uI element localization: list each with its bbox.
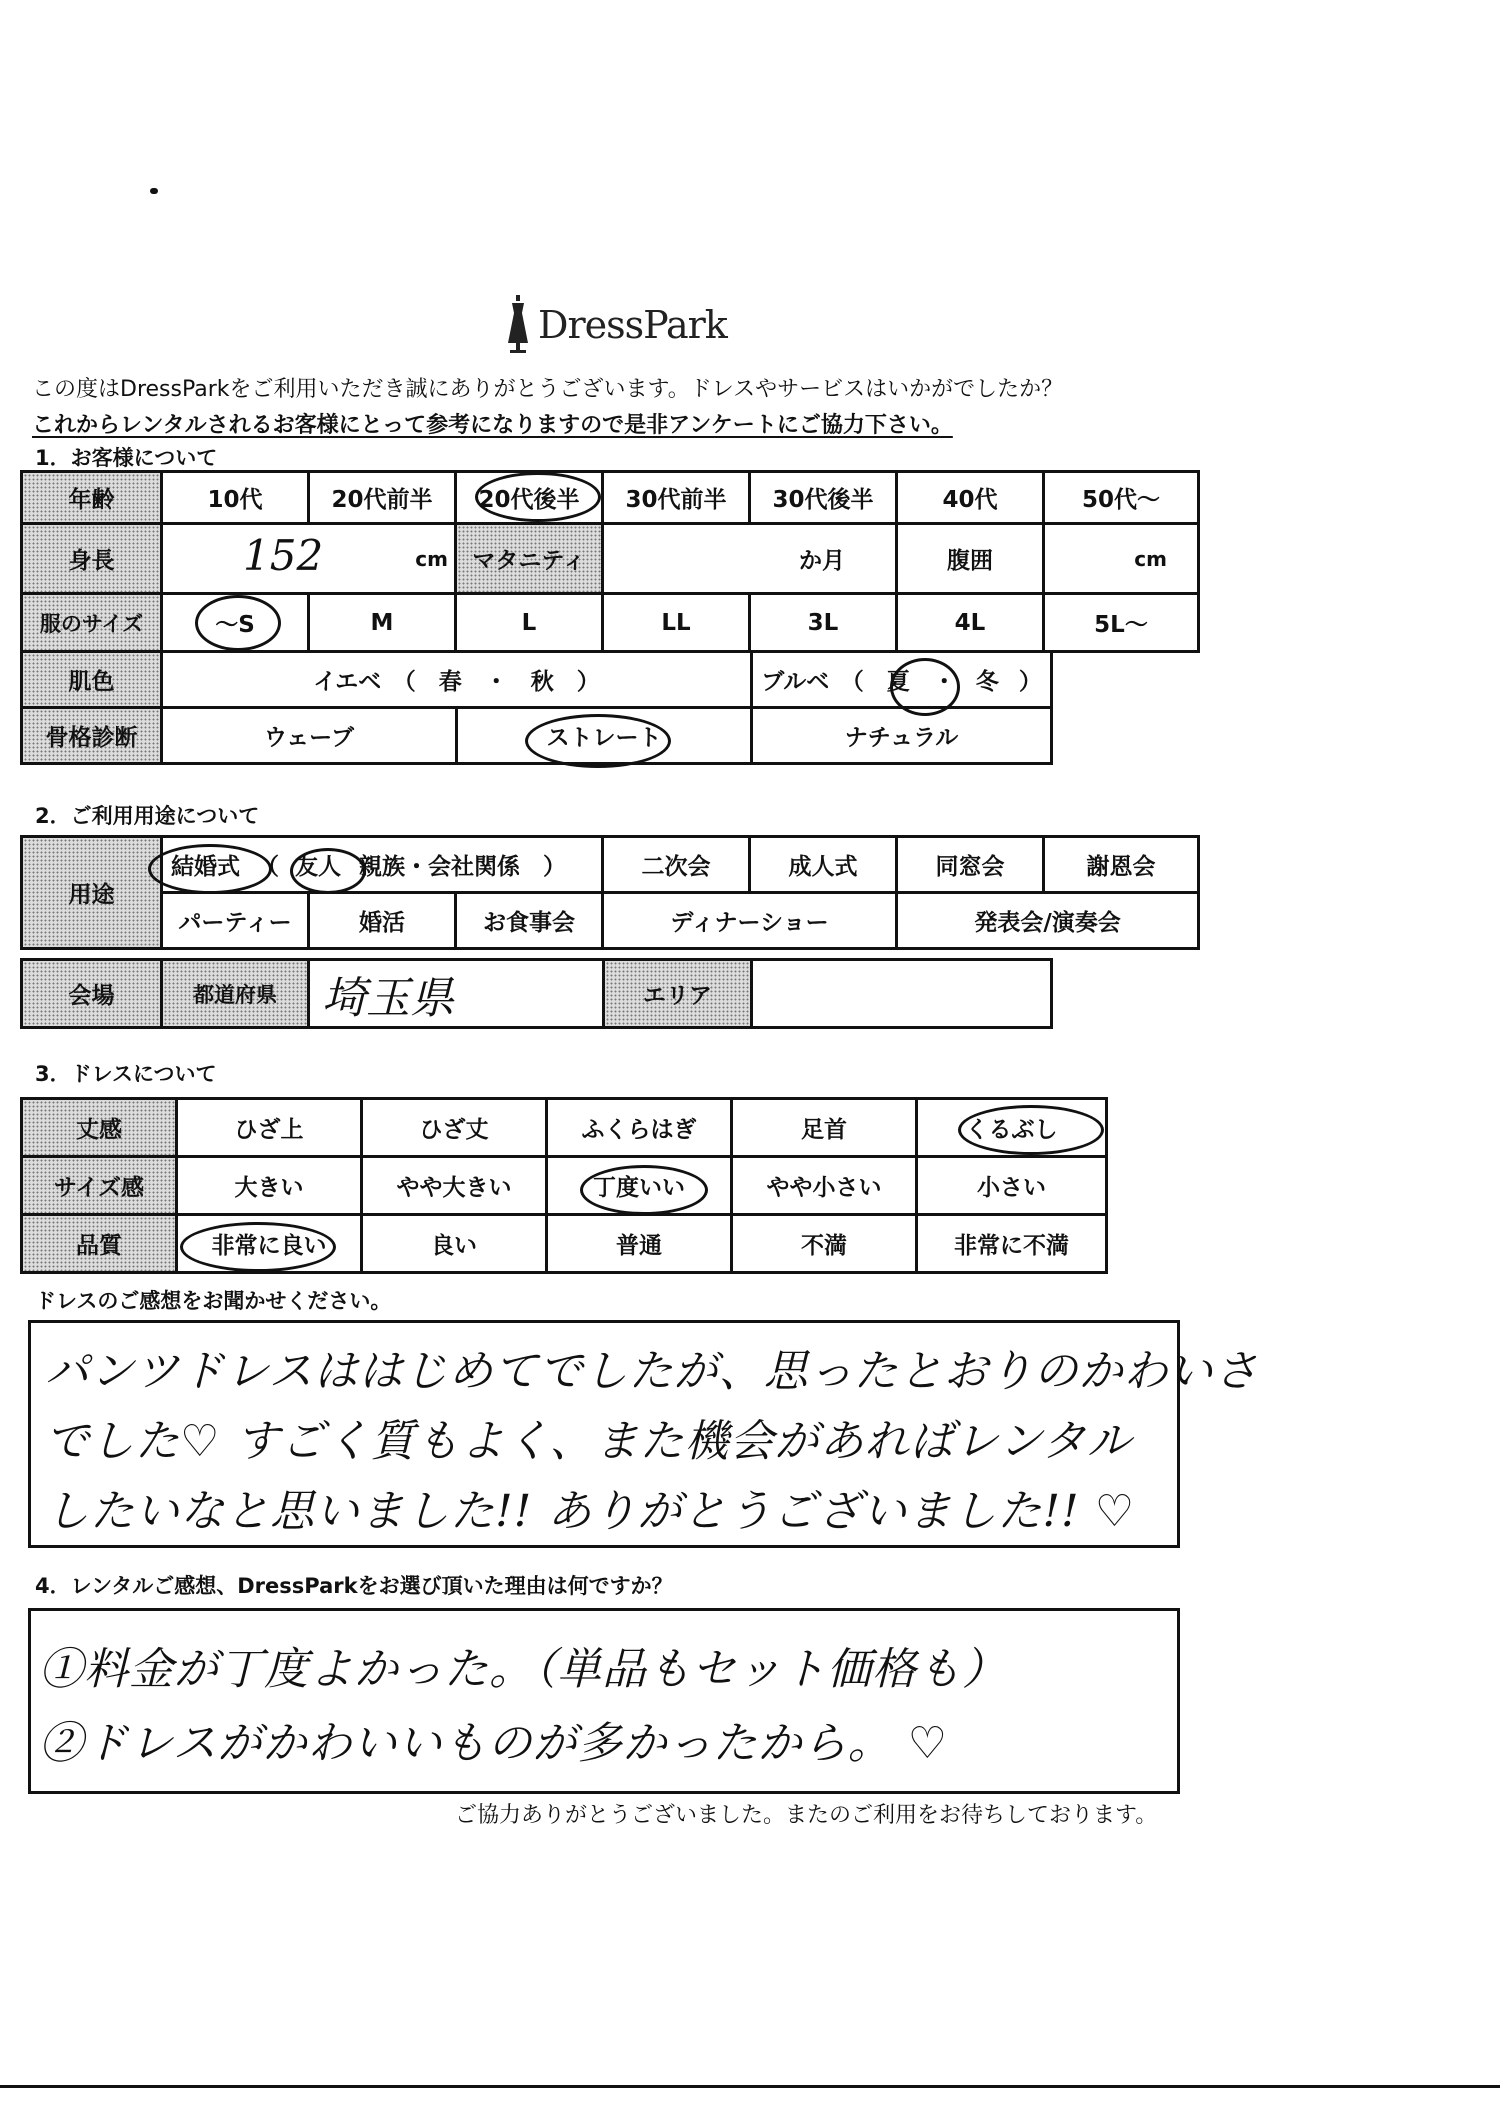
age-option[interactable]: 50代～ — [1044, 472, 1199, 524]
dress-table — [20, 1097, 1108, 1274]
size-option-selected[interactable]: ～S — [162, 594, 309, 652]
skin-bone-table — [20, 650, 1053, 765]
skin-blue-suffix: ） — [1018, 669, 1042, 695]
length-option[interactable]: 足首 — [732, 1099, 917, 1157]
purpose-option[interactable]: 婚活 — [309, 893, 456, 949]
belly-unit[interactable]: cm — [1044, 524, 1199, 594]
section-1-title: 1．お客様について — [35, 446, 218, 470]
quality-label: 品質 — [22, 1215, 177, 1273]
closing-message: ご協力ありがとうございました。またのご利用をお待ちしております。 — [455, 1803, 1158, 1828]
size-option[interactable]: L — [456, 594, 603, 652]
skin-label: 肌色 — [22, 652, 162, 708]
height-label: 身長 — [22, 524, 162, 594]
purpose-wedding-cell[interactable] — [162, 837, 603, 893]
length-option-selected[interactable]: くるぶし — [917, 1099, 1107, 1157]
customer-table — [20, 470, 1200, 653]
age-option[interactable]: 40代 — [897, 472, 1044, 524]
age-option[interactable]: 30代後半 — [750, 472, 897, 524]
section-4-title: 4．レンタルご感想、DressParkをお選び頂いた理由は何ですか？ — [35, 1574, 673, 1598]
quality-option-selected[interactable]: 非常に良い — [177, 1215, 362, 1273]
comment-line: パンツドレスははじめてでしたが、思ったとおりのかわいさ — [45, 1346, 1259, 1397]
fit-option[interactable]: やや大きい — [362, 1157, 547, 1215]
venue-table — [20, 958, 1053, 1029]
age-option[interactable]: 10代 — [162, 472, 309, 524]
size-label: 服のサイズ — [22, 594, 162, 652]
purpose-option[interactable]: 二次会 — [603, 837, 750, 893]
section-3-title: 3．ドレスについて — [35, 1062, 217, 1086]
maternity-months[interactable]: か月 — [603, 524, 897, 594]
comment-line: でした♡ すごく質もよく、また機会があればレンタル — [45, 1416, 1132, 1467]
page-bottom-rule — [0, 2085, 1500, 2088]
purpose-friend-selected[interactable]: 友人 — [295, 854, 342, 880]
skin-blue-winter-selected[interactable]: 冬 — [975, 669, 999, 695]
area-field[interactable] — [752, 960, 1052, 1028]
purpose-option[interactable]: パーティー — [162, 893, 309, 949]
bone-option[interactable]: ナチュラル — [752, 708, 1052, 764]
quality-option[interactable]: 不満 — [732, 1215, 917, 1273]
dress-comment-box[interactable] — [28, 1320, 1259, 1548]
height-value: 152 — [243, 531, 324, 580]
fit-option[interactable]: やや小さい — [732, 1157, 917, 1215]
bone-option[interactable]: ウェーブ — [162, 708, 457, 764]
quality-option[interactable]: 良い — [362, 1215, 547, 1273]
brand-name: DressPark — [538, 303, 727, 347]
intro-line-1: この度はDressParkをご利用いただき誠にありがとうございます。ドレスやサービスはいかがでしたか？ — [32, 377, 1064, 402]
purpose-table — [20, 835, 1200, 950]
size-option[interactable]: 3L — [750, 594, 897, 652]
area-label: エリア — [604, 960, 752, 1028]
venue-label: 会場 — [22, 960, 162, 1028]
purpose-option[interactable]: 同窓会 — [897, 837, 1044, 893]
intro-line-2: これからレンタルされるお客様にとって参考になりますので是非アンケートにご協力下さい。 — [32, 413, 953, 438]
fit-option[interactable]: 大きい — [177, 1157, 362, 1215]
skin-blue-option[interactable] — [752, 652, 1052, 708]
purpose-option[interactable]: ディナーショー — [603, 893, 897, 949]
length-option[interactable]: ひざ上 — [177, 1099, 362, 1157]
purpose-family[interactable]: 親族・会社関係 ） — [359, 854, 567, 880]
size-option[interactable]: 5L～ — [1044, 594, 1199, 652]
reason-answer-box[interactable] — [28, 1608, 1180, 1794]
age-label: 年齢 — [22, 472, 162, 524]
length-option[interactable]: ひざ丈 — [362, 1099, 547, 1157]
fit-label: サイズ感 — [22, 1157, 177, 1215]
dresspark-logo — [500, 295, 740, 355]
answer-line: ①料金が丁度よかった。（単品もセット価格も） — [39, 1644, 1007, 1695]
size-option[interactable]: M — [309, 594, 456, 652]
skin-yellow-option[interactable]: イエベ （ 春 ・ 秋 ） — [162, 652, 752, 708]
bone-label: 骨格診断 — [22, 708, 162, 764]
size-option[interactable]: 4L — [897, 594, 1044, 652]
purpose-option[interactable]: 成人式 — [750, 837, 897, 893]
fit-option-selected[interactable]: 丁度いい — [547, 1157, 732, 1215]
dress-comment-prompt: ドレスのご感想をお聞かせください。 — [35, 1289, 392, 1313]
dress-mannequin-icon — [500, 295, 536, 355]
size-option[interactable]: LL — [603, 594, 750, 652]
purpose-option[interactable]: 発表会/演奏会 — [897, 893, 1199, 949]
purpose-wedding-selected[interactable]: 結婚式 — [171, 854, 240, 880]
maternity-label: マタニティ — [456, 524, 603, 594]
belly-label: 腹囲 — [897, 524, 1044, 594]
length-option[interactable]: ふくらはぎ — [547, 1099, 732, 1157]
age-option[interactable]: 20代前半 — [309, 472, 456, 524]
purpose-option[interactable]: 謝恩会 — [1044, 837, 1199, 893]
age-option[interactable]: 30代前半 — [603, 472, 750, 524]
comment-line: したいなと思いました!! ありがとうございました!! ♡ — [45, 1486, 1136, 1537]
fit-option[interactable]: 小さい — [917, 1157, 1107, 1215]
scan-speck — [150, 188, 158, 194]
prefecture-field[interactable] — [309, 960, 604, 1028]
purpose-paren: （ — [256, 854, 280, 880]
prefecture-label: 都道府県 — [162, 960, 309, 1028]
age-option-selected[interactable]: 20代後半 — [456, 472, 603, 524]
section-2-title: 2．ご利用用途について — [35, 804, 260, 828]
skin-blue-prefix: ブルベ （ 夏 ・ — [761, 669, 956, 695]
quality-option[interactable]: 非常に不満 — [917, 1215, 1107, 1273]
purpose-option[interactable]: お食事会 — [456, 893, 603, 949]
height-field[interactable] — [162, 524, 456, 594]
purpose-label: 用途 — [22, 837, 162, 949]
height-unit: cm — [415, 547, 448, 571]
prefecture-value: 埼玉県 — [322, 972, 454, 1024]
length-label: 丈感 — [22, 1099, 177, 1157]
bone-option-selected[interactable]: ストレート — [457, 708, 752, 764]
answer-line: ②ドレスがかわいいものが多かったから。 ♡ — [39, 1718, 949, 1769]
quality-option[interactable]: 普通 — [547, 1215, 732, 1273]
